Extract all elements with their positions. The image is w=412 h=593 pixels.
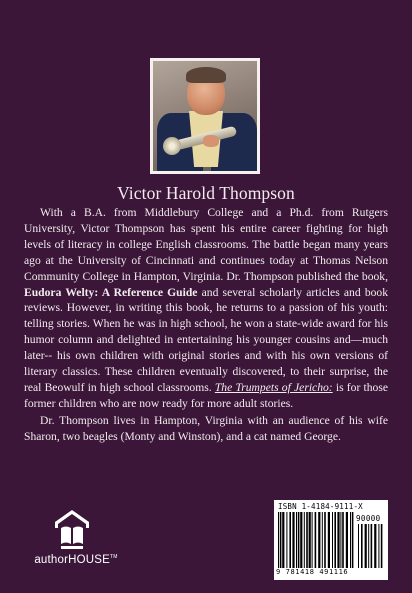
- isbn-number: ISBN 1-4184-9111-X: [278, 502, 363, 511]
- bio-paragraph-2: Dr. Thompson lives in Hampton, Virginia with an audience of his wife Sharon, two beagles (Monty and Winston), and a cat named George.: [24, 413, 388, 443]
- book-title-eudora-welty: Eudora Welty: A Reference Guide: [24, 285, 198, 299]
- photo-hand: [203, 135, 219, 147]
- author-name: Victor Harold Thompson: [117, 183, 295, 203]
- novel-title-trumpets: The Trumpets of Jericho:: [214, 380, 333, 394]
- barcode-digits: 9 781418 491116: [276, 568, 349, 576]
- trumpet-bell: [163, 137, 181, 155]
- price-code: 90000: [356, 514, 381, 523]
- bio-text: With a B.A. from Middlebury College and a Ph.d. from Rutgers University, Victor Thompson has spent his entire career fighting for high levels of literacy in college English classrooms. The battle began many years ago at the University of Cincinnati and continues today at Thomas Nelson Community College in Hampton, Virginia. Dr. Thompson published the book,: [24, 206, 388, 283]
- author-photo-frame: [150, 58, 260, 174]
- author-bio: [24, 205, 388, 445]
- barcode-bars: [278, 512, 354, 568]
- authorhouse-house-book-icon: [53, 508, 91, 552]
- trademark-mark: TM: [110, 554, 118, 561]
- bio-text: and several scholarly articles and book reviews. However, in writing this book, he returns to a passion of his youth: telling stories. When he was in high school, he won a state-wide award for his humor column and delighted in entertaining his younger cousins and—much later-- his own children with original stories and with his own versions of literary classics. These children eventually discovered, to their surprise, the real Beowulf in high school classrooms.: [24, 285, 389, 394]
- author-photo: [153, 61, 257, 171]
- bio-text: is for those former children who are now ready for more adult stories.: [24, 380, 388, 410]
- bio-paragraph-1: [24, 205, 388, 412]
- publisher-logo: [28, 508, 118, 578]
- price-barcode-bars: [358, 524, 384, 568]
- isbn-barcode: [274, 500, 388, 580]
- publisher-name: [28, 554, 124, 566]
- photo-hair: [186, 67, 226, 83]
- publisher-name-text: authorHOUSE: [34, 554, 111, 566]
